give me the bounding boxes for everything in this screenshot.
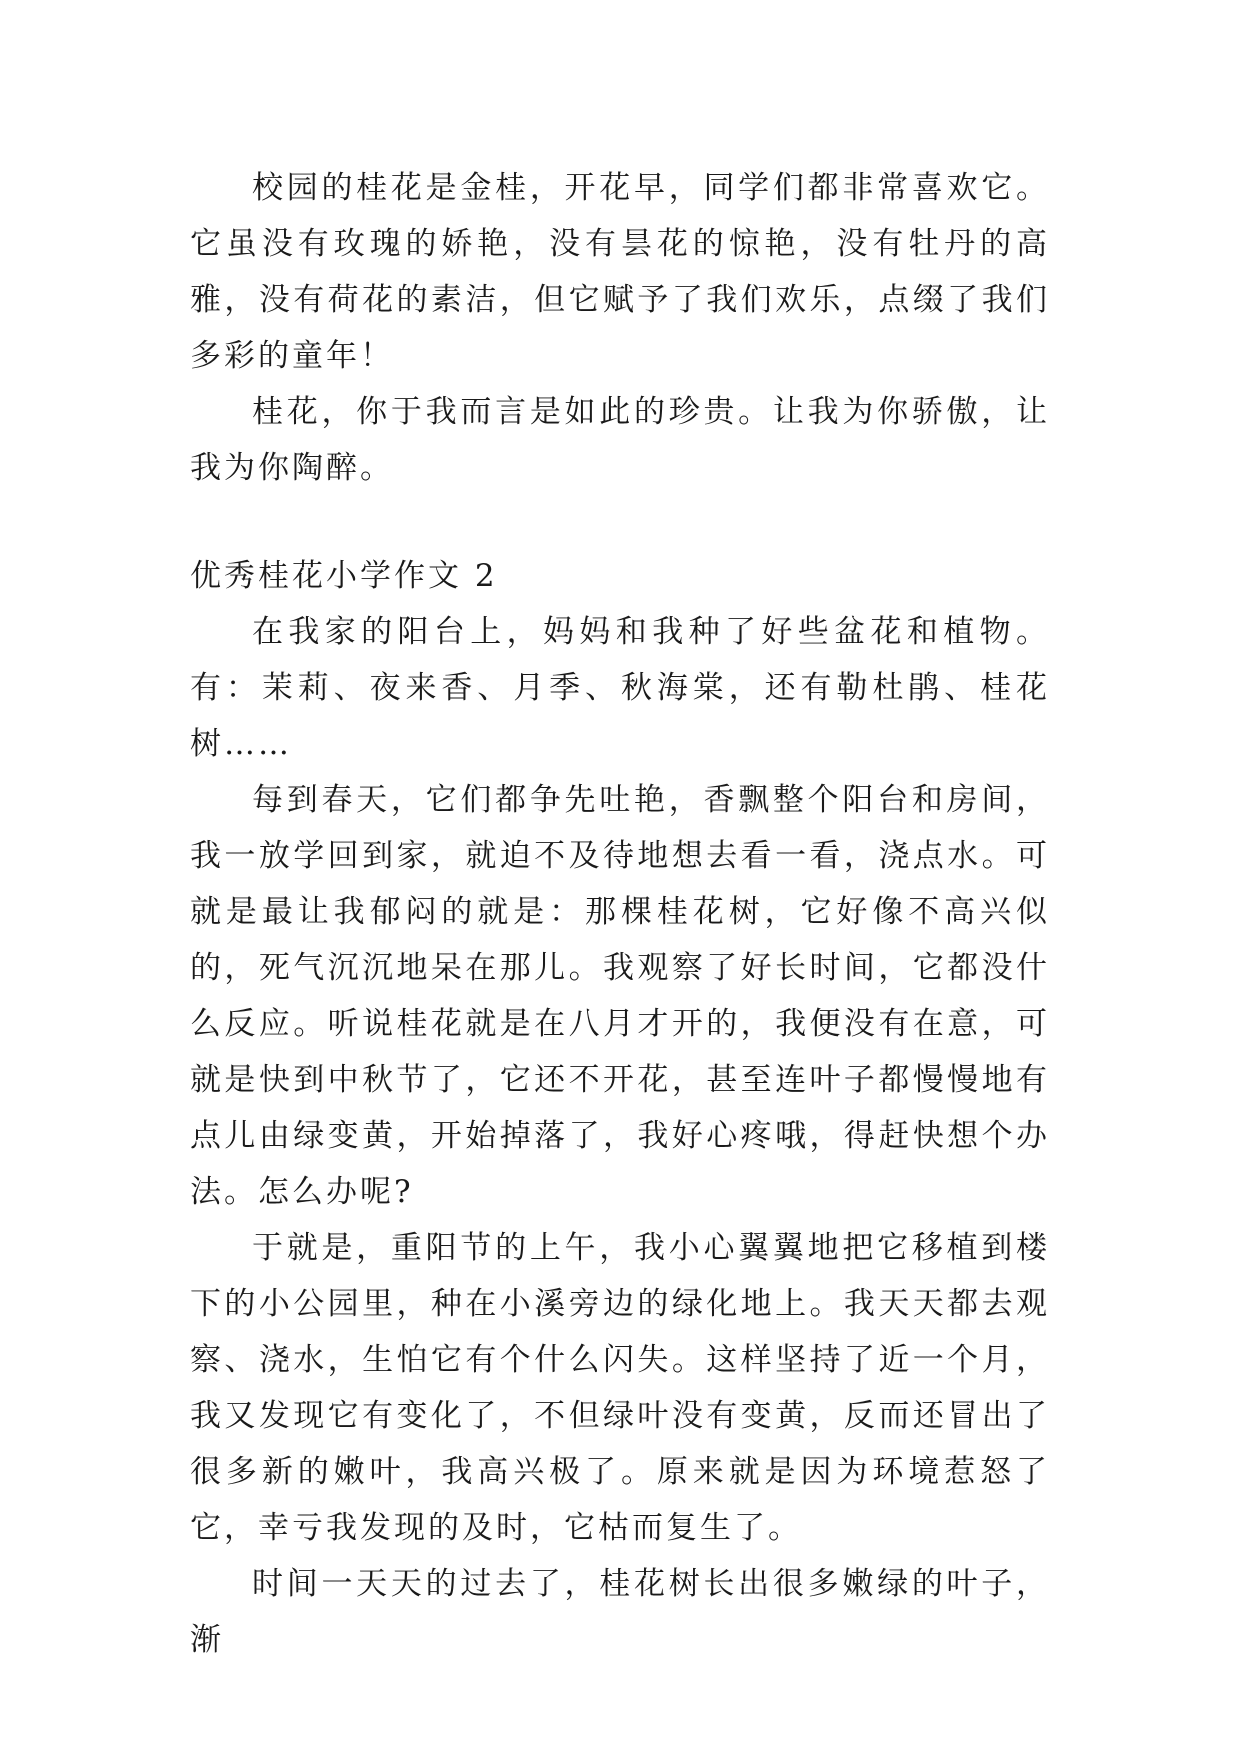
paragraph: 每到春天，它们都争先吐艳，香飘整个阳台和房间，我一放学回到家，就迫不及待地想去看一看，浇点水。可就是最让我郁闷的就是：那棵桂花树，它好像不高兴似的，死气沉沉地呆在那儿。我观察了好长时间，它都没什么反应。听说桂花就是在八月才开的，我便没有在意，可就是快到中秋节了，它还不开花，甚至连叶子都慢慢地有点儿由绿变黄，开始掉落了，我好心疼哦，得赶快想个办法。怎么办呢? xyxy=(190,782,1050,1210)
paragraph: 时间一天天的过去了，桂花树长出很多嫩绿的叶子，渐 xyxy=(190,1566,1050,1658)
section-spacer xyxy=(190,496,1050,548)
paragraph: 校园的桂花是金桂，开花早，同学们都非常喜欢它。它虽没有玫瑰的娇艳，没有昙花的惊艳，没有牡丹的高雅，没有荷花的素洁，但它赋予了我们欢乐，点缀了我们多彩的童年！ xyxy=(190,170,1050,374)
paragraph: 于就是，重阳节的上午，我小心翼翼地把它移植到楼下的小公园里，种在小溪旁边的绿化地上。我天天都去观察、浇水，生怕它有个什么闪失。这样坚持了近一个月，我又发现它有变化了，不但绿叶没有变黄，反而还冒出了很多新的嫩叶，我高兴极了。原来就是因为环境惹怒了它，幸亏我发现的及时，它枯而复生了。 xyxy=(190,1230,1050,1546)
document-body xyxy=(190,160,1050,1668)
paragraph: 桂花，你于我而言是如此的珍贵。让我为你骄傲，让我为你陶醉。 xyxy=(190,394,1050,486)
section-heading: 优秀桂花小学作文 2 xyxy=(190,558,498,594)
paragraph: 在我家的阳台上，妈妈和我种了好些盆花和植物。有：茉莉、夜来香、月季、秋海棠，还有勒杜鹃、桂花树…… xyxy=(190,614,1050,762)
